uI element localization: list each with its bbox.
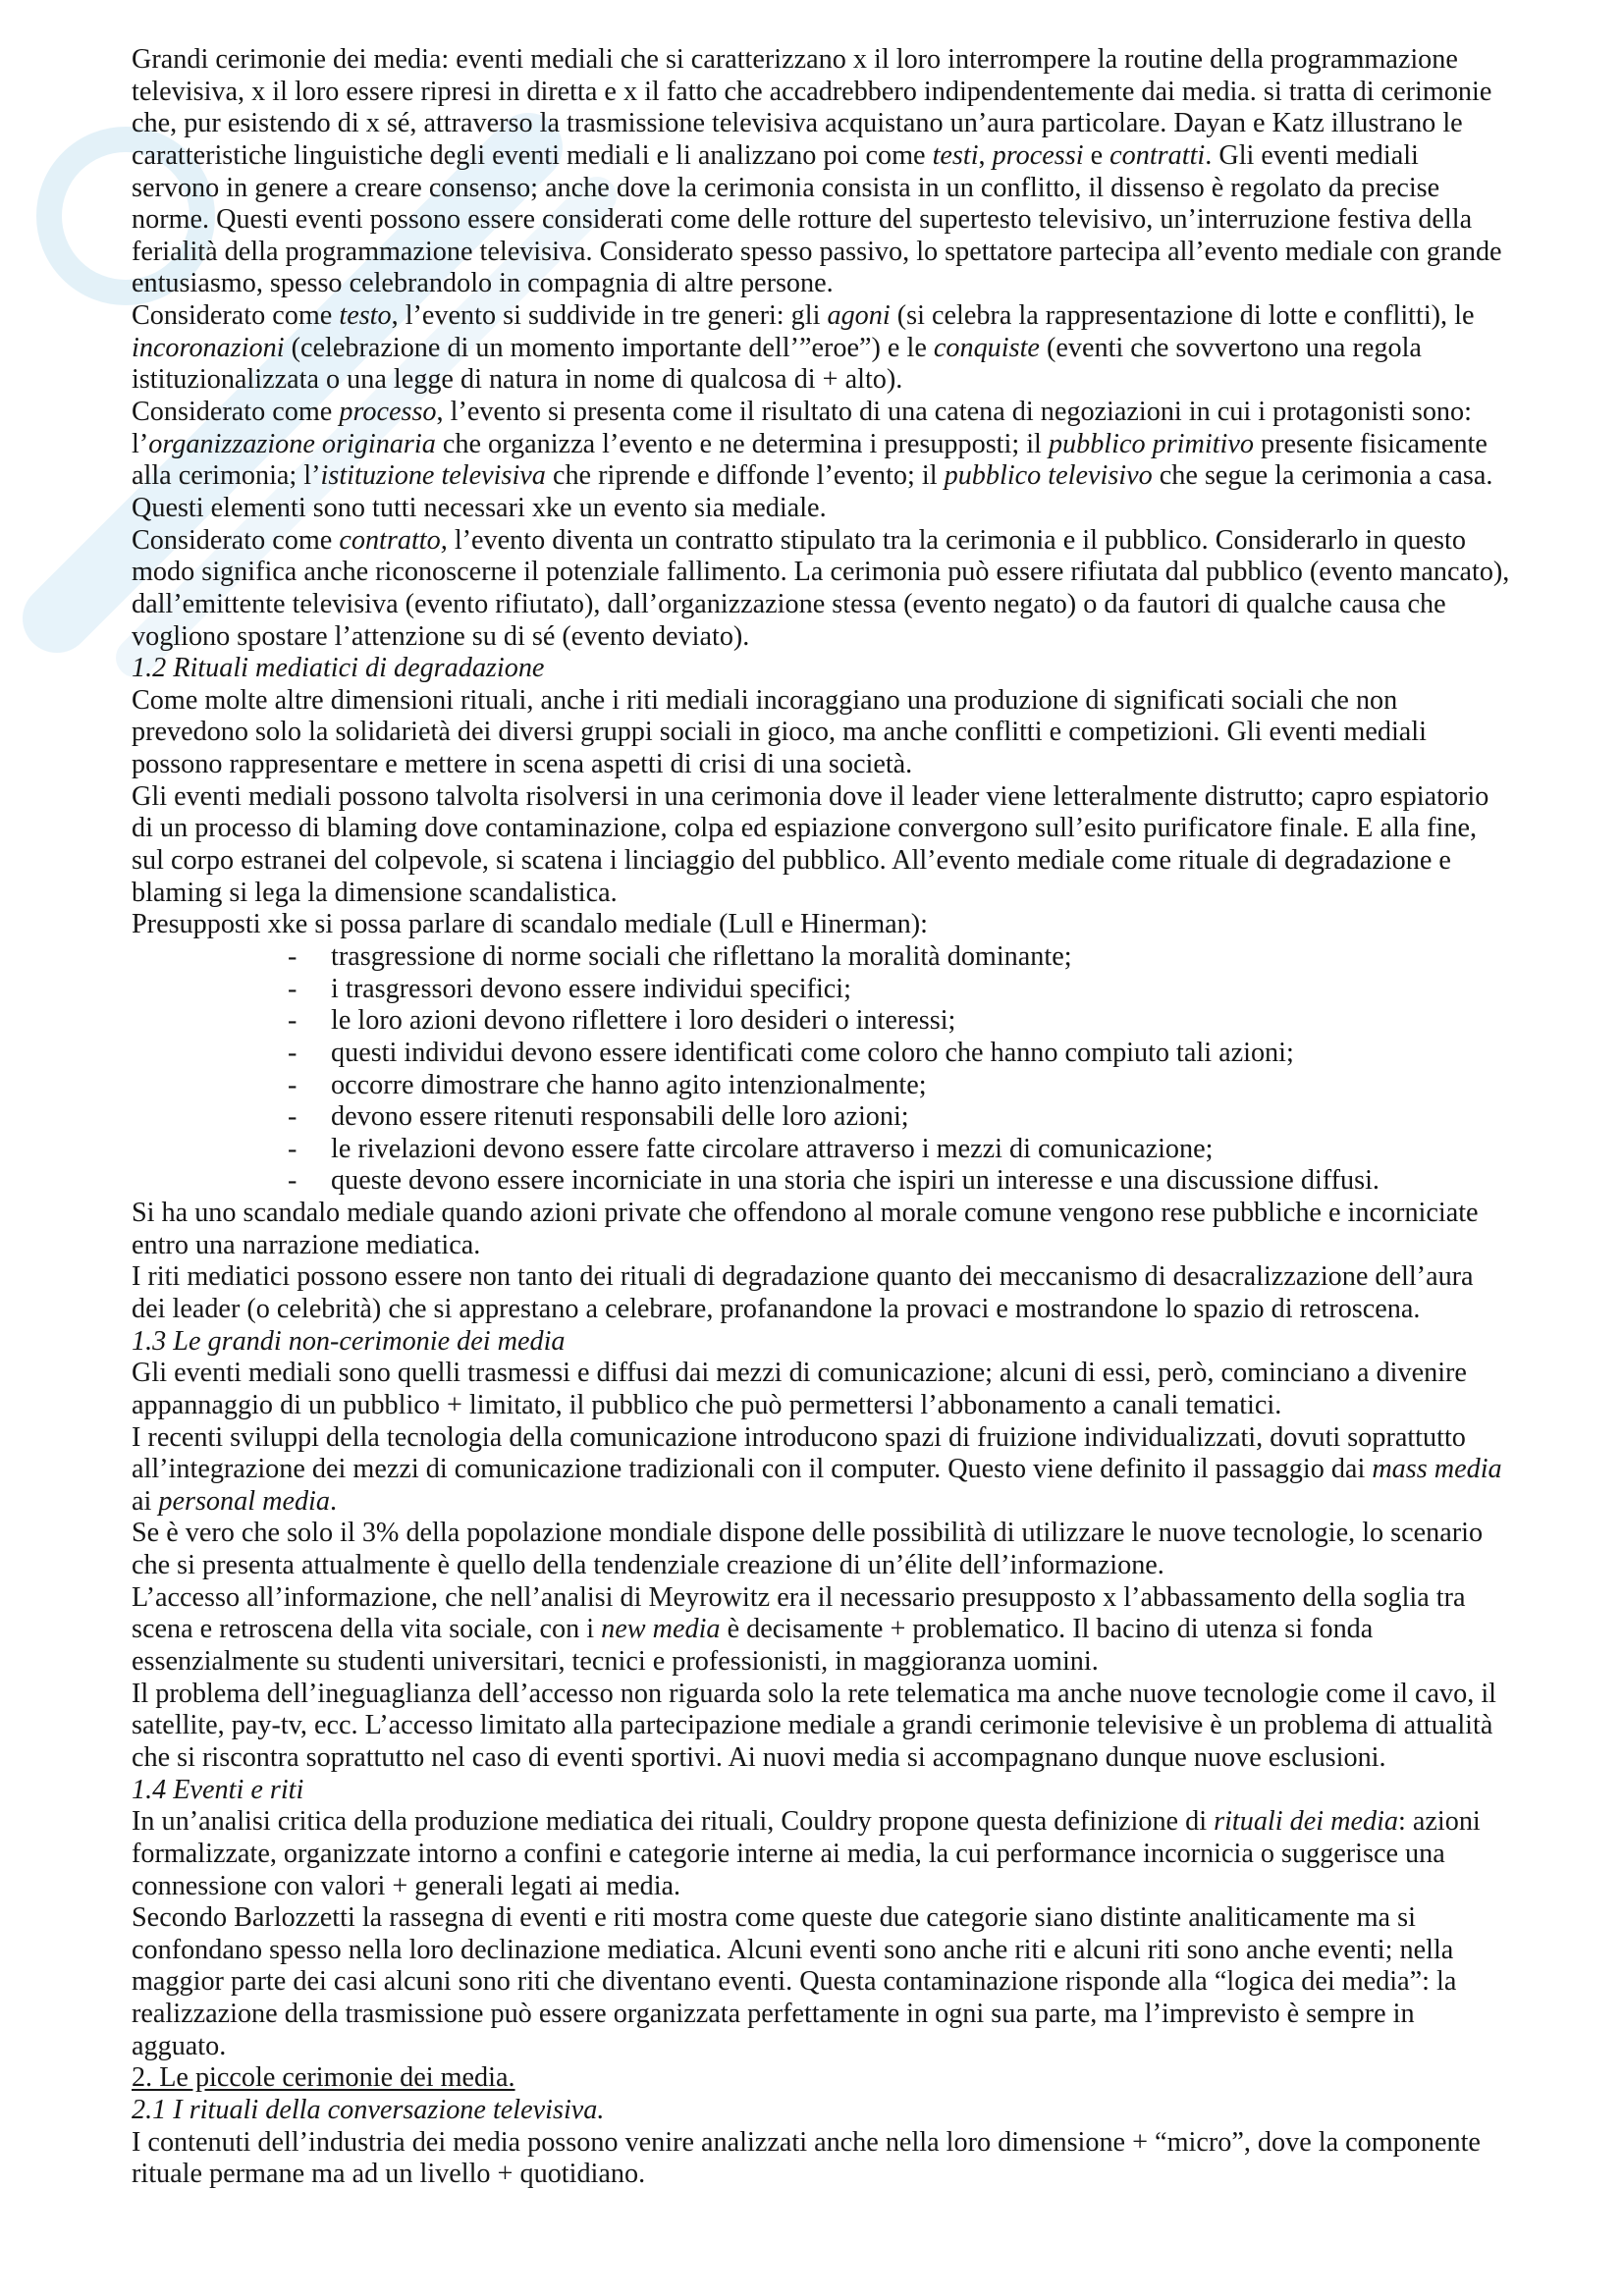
text-line — [132, 2031, 1585, 2063]
text-line — [132, 364, 1585, 397]
text-line — [132, 557, 1585, 589]
text-run: (celebrazione di un momento importante dell’”eroe”) e le — [284, 332, 934, 363]
paragraph — [132, 397, 1585, 525]
list-dash: - — [288, 973, 298, 1004]
text-line — [132, 1902, 1585, 1935]
emphasized-term: processo — [339, 397, 437, 428]
text-run: ferialità della programmazione televisiva. Considerato spesso passivo, lo spettatore partecipa all’evento mediale con grande — [132, 236, 1502, 267]
list-item-text: devono essere ritenuti responsabili delle loro azioni; — [331, 1101, 909, 1133]
text-run: alla cerimonia; l’ — [132, 460, 321, 492]
text-run: (eventi che sovvertono una regola — [1039, 332, 1422, 363]
subsection-heading — [132, 1775, 1585, 1807]
text-run: Come molte altre dimensioni rituali, anche i riti mediali incoraggiano una produzione di significati sociali che non — [132, 684, 1398, 716]
text-line — [132, 1582, 1585, 1615]
text-line — [132, 1646, 1585, 1679]
emphasized-term: pubblico televisivo — [944, 460, 1153, 492]
text-run: confondano spesso nella loro declinazione mediatica. Alcuni eventi sono anche riti e alcuni riti sono anche eventi; nella — [132, 1934, 1454, 1965]
emphasized-term: processi — [992, 139, 1084, 171]
text-line — [132, 589, 1585, 621]
list-item — [132, 1101, 1585, 1134]
text-line — [132, 1294, 1585, 1326]
text-line — [132, 1742, 1585, 1775]
text-run: Secondo Barlozzetti la rassegna di eventi e riti mostra come queste due categorie siano distinte analiticamente ma si — [132, 1902, 1416, 1934]
text-run: Considerato come — [132, 397, 340, 428]
text-run: che si presenta attualmente è quello della tendenziale creazione di un’élite dell’informazione. — [132, 1550, 1164, 1581]
text-line — [132, 108, 1585, 140]
text-line — [132, 1935, 1585, 1967]
document-body — [132, 44, 1585, 2191]
text-run: I riti mediatici possono essere non tanto dei rituali di degradazione quanto dei meccanismo di desacralizzazione dell’aura — [132, 1261, 1474, 1293]
paragraph — [132, 1902, 1585, 2062]
text-line — [132, 1486, 1585, 1519]
paragraph — [132, 1518, 1585, 1581]
text-line — [132, 460, 1585, 493]
text-run: prevedono solo la solidarietà dei diversi gruppi sociali in gioco, ma anche conflitti e competizioni. Gli eventi mediali — [132, 717, 1427, 748]
text-run: caratteristiche linguistiche degli eventi mediali e li analizzano poi come — [132, 139, 933, 171]
emphasized-term: mass media — [1372, 1454, 1502, 1485]
list-item — [132, 1070, 1585, 1102]
text-line — [132, 845, 1585, 878]
text-line — [132, 1390, 1585, 1422]
text-run: presente fisicamente — [1253, 428, 1488, 459]
subsection-heading — [132, 1326, 1585, 1359]
emphasized-term: new media — [601, 1614, 721, 1645]
text-run: rituale permane ma ad un livello + quotidiano. — [132, 2159, 646, 2190]
text-line — [132, 204, 1585, 237]
text-run: essenzialmente su studenti universitari, tecnici e professionisti, in maggioranza uomini. — [132, 1646, 1099, 1678]
text-line — [132, 1999, 1585, 2031]
text-line — [132, 1710, 1585, 1742]
text-run: Considerato come — [132, 300, 340, 332]
text-line — [132, 1679, 1585, 1711]
text-run: scena e retroscena della vita sociale, con i — [132, 1614, 602, 1645]
text-run: è decisamente + problematico. Il bacino di utenza si fonda — [720, 1614, 1374, 1645]
emphasized-term: incoronazioni — [132, 332, 285, 363]
paragraph — [132, 909, 1585, 941]
text-line — [132, 685, 1585, 718]
text-run: che, pur esistendo di x sé, attraverso la trasmissione televisiva acquistano un’aura particolare. Dayan e Katz illustrano le — [132, 108, 1463, 139]
text-run: entro una narrazione mediatica. — [132, 1229, 481, 1260]
text-run: L’accesso all’informazione, che nell’analisi di Meyrowitz era il necessario presupposto x l’abbassamento della soglia tra — [132, 1581, 1466, 1613]
text-run: l’evento diventa un contratto stipulato tra la cerimonia e il pubblico. Considerarlo in questo — [447, 524, 1466, 556]
text-line — [132, 717, 1585, 749]
text-run: , — [978, 139, 993, 171]
text-line — [132, 525, 1585, 558]
text-line — [132, 44, 1585, 77]
list-item — [132, 1165, 1585, 1198]
text-line — [132, 1454, 1585, 1486]
paragraph — [132, 781, 1585, 910]
text-run: Se è vero che solo il 3% della popolazione mondiale dispone delle possibilità di utilizzare le nuove tecnologie, lo scenario — [132, 1518, 1484, 1549]
text-run: dei leader (o celebrità) che si apprestano a celebrare, profanandone la provaci e mostrandone lo spazio di retroscena. — [132, 1293, 1421, 1324]
text-run: Si ha uno scandalo mediale quando azioni private che offendono al morale comune vengono rese pubbliche e incorniciate — [132, 1198, 1479, 1229]
emphasized-term: testi — [932, 139, 979, 171]
text-run: satellite, pay-tv, ecc. L’accesso limitato alla partecipazione mediale a grandi cerimonie televisive è un problema di attualità — [132, 1710, 1493, 1741]
text-line — [132, 333, 1585, 365]
text-run: entusiasmo, spesso celebrandolo in compagnia di altre persone. — [132, 268, 834, 299]
text-line — [132, 397, 1585, 429]
text-run: possono rappresentare e mettere in scena aspetti di crisi di una società. — [132, 749, 913, 780]
paragraph — [132, 685, 1585, 781]
text-run: istituzionalizzata o una legge di natura in nome di qualcosa di + alto). — [132, 364, 903, 396]
text-run: che segue la cerimonia a casa. — [1152, 460, 1493, 492]
text-line — [132, 300, 1585, 333]
paragraph — [132, 44, 1585, 300]
section-heading-text: 2. Le piccole cerimonie dei media. — [132, 2062, 515, 2094]
text-run: che organizza l’evento e ne determina i presupposti; il — [435, 428, 1049, 459]
text-run: televisiva, x il loro essere ripresi in diretta e x il fatto che accadrebbero indipendentemente dai media. si tratta di cerimonie — [132, 76, 1492, 107]
text-run: I contenuti dell’industria dei media possono venire analizzati anche nella loro dimensione + “micro”, dove la componente — [132, 2126, 1481, 2158]
list-item-text: i trasgressori devono essere individui specifici; — [331, 973, 851, 1004]
subsection-heading-text: 2.1 I rituali della conversazione televisiva. — [132, 2095, 605, 2125]
text-run: che riprende e diffonde l’evento; il — [545, 460, 945, 492]
list-item-text: le loro azioni devono riflettere i loro desideri o interessi; — [331, 1005, 956, 1037]
list-item — [132, 1038, 1585, 1070]
text-run: . — [329, 1485, 338, 1517]
list-dash: - — [288, 940, 298, 972]
emphasized-term: agoni — [827, 300, 891, 332]
text-run: In un’analisi critica della produzione mediatica dei rituali, Couldry propone questa definizione di — [132, 1806, 1215, 1838]
text-run: Gli eventi mediali sono quelli trasmessi e diffusi dai mezzi di comunicazione; alcuni di essi, però, cominciano a divenire — [132, 1358, 1467, 1389]
text-line — [132, 1230, 1585, 1262]
text-run: Gli eventi mediali possono talvolta risolversi in una cerimonia dove il leader viene letteralmente distrutto; capro espiatorio — [132, 780, 1489, 812]
text-line — [132, 237, 1585, 269]
text-run: connessione con valori + generali legati ai media. — [132, 1870, 681, 1901]
text-run: appannaggio di un pubblico + limitato, il pubblico che può permettersi l’abbonamento a canali tematici. — [132, 1389, 1282, 1420]
emphasized-term: pubblico primitivo — [1048, 428, 1254, 459]
text-run: servono in genere a creare consenso; anche dove la cerimonia consista in un conflitto, il dissenso è regolato da precise — [132, 172, 1440, 203]
list-item — [132, 1005, 1585, 1038]
text-run: dall’emittente televisiva (evento rifiutato), dall’organizzazione stessa (evento negato) o da fautori di qualche causa che — [132, 588, 1446, 619]
text-line — [132, 1261, 1585, 1294]
paragraph — [132, 1679, 1585, 1775]
text-line — [132, 1966, 1585, 1999]
text-run: blaming si lega la dimensione scandalistica. — [132, 877, 618, 908]
text-run: che si riscontra soprattutto nel caso di eventi sportivi. Ai nuovi media si accompagnano dunque nuove esclusioni. — [132, 1741, 1386, 1773]
list-item-text: trasgressione di norme sociali che riflettano la moralità dominante; — [331, 940, 1072, 972]
text-run: maggior parte dei casi alcuni sono riti che diventano eventi. Questa contaminazione risponde alla “logica dei media”: la — [132, 1966, 1457, 1998]
text-run: ai — [132, 1485, 159, 1517]
text-run: vogliono spostare l’attenzione su di sé (evento deviato). — [132, 620, 750, 652]
text-line — [132, 1550, 1585, 1582]
text-run: I recenti sviluppi della tecnologia della comunicazione introducono spazi di fruizione individualizzati, dovuti soprattutto — [132, 1421, 1466, 1453]
emphasized-term: conquiste — [933, 332, 1040, 363]
text-line — [132, 781, 1585, 814]
text-line — [132, 621, 1585, 654]
text-line — [132, 909, 1585, 941]
text-run: e — [1083, 139, 1110, 171]
text-run: sul corpo estranei del colpevole, si scatena i linciaggio del pubblico. All’evento mediale come rituale di degradazione e — [132, 845, 1451, 877]
list-item — [132, 1134, 1585, 1166]
list-dash: - — [288, 1037, 298, 1068]
text-line — [132, 1358, 1585, 1390]
text-run: Grandi cerimonie dei media: eventi mediali che si caratterizzano x il loro interrompere la routine della programmazione — [132, 44, 1458, 75]
text-line — [132, 2159, 1585, 2191]
text-run: agguato. — [132, 2030, 227, 2061]
list-item-text: questi individui devono essere identificati come coloro che hanno compiuto tali azioni; — [331, 1037, 1294, 1068]
paragraph — [132, 2127, 1585, 2191]
text-run: l’ — [132, 428, 149, 459]
emphasized-term: personal media — [158, 1485, 330, 1517]
subsection-heading — [132, 653, 1585, 685]
paragraph — [132, 1582, 1585, 1679]
text-line — [132, 2127, 1585, 2160]
text-line — [132, 268, 1585, 300]
paragraph — [132, 1198, 1585, 1261]
text-run: Considerato come — [132, 524, 340, 556]
text-line — [132, 1422, 1585, 1455]
paragraph — [132, 1261, 1585, 1325]
list-dash: - — [288, 1133, 298, 1164]
text-run: norme. Questi eventi possono essere considerati come delle rotture del supertesto televisivo, un’interruzione festiva della — [132, 204, 1473, 236]
paragraph — [132, 1422, 1585, 1519]
emphasized-term: istituzione televisiva — [320, 460, 546, 492]
text-line — [132, 1518, 1585, 1550]
text-line — [132, 813, 1585, 845]
subsection-heading-text: 1.2 Rituali mediatici di degradazione — [132, 653, 545, 684]
text-line — [132, 1198, 1585, 1230]
text-run: modo significa anche riconoscerne il potenziale fallimento. La cerimonia può essere rifiutata dal pubblico (evento mancato), — [132, 557, 1510, 588]
text-run: : azioni — [1398, 1806, 1481, 1838]
section-heading — [132, 2062, 1585, 2095]
text-line — [132, 878, 1585, 910]
paragraph — [132, 300, 1585, 397]
text-line — [132, 1871, 1585, 1903]
list-dash: - — [288, 1101, 298, 1133]
emphasized-term: contratti — [1109, 139, 1206, 171]
text-run: formalizzate, organizzate intorno a confini e categorie interne ai media, la cui performance incornicia o suggerisce una — [132, 1838, 1445, 1869]
list-dash: - — [288, 1005, 298, 1037]
emphasized-term: contratto, — [339, 524, 448, 556]
emphasized-term: testo — [339, 300, 392, 332]
paragraph — [132, 525, 1585, 654]
bullet-list — [132, 941, 1585, 1198]
list-item-text: queste devono essere incorniciate in una storia che ispiri un interesse e una discussione diffusi. — [331, 1165, 1380, 1197]
text-line — [132, 429, 1585, 461]
text-run: , l’evento si presenta come il risultato di una catena di negoziazioni in cui i protagonisti sono: — [436, 397, 1472, 428]
text-run: Questi elementi sono tutti necessari xke un evento sia mediale. — [132, 492, 827, 523]
text-run: realizzazione della trasmissione può essere organizzata perfettamente in ogni sua parte, ma l’imprevisto è sempre in — [132, 1999, 1415, 2030]
text-run: di un processo di blaming dove contaminazione, colpa ed espiazione convergono sull’esito purificatore finale. E alla fine, — [132, 813, 1478, 844]
text-run: Presupposti xke si possa parlare di scandalo mediale (Lull e Hinerman): — [132, 909, 928, 940]
list-item — [132, 974, 1585, 1006]
list-item-text: le rivelazioni devono essere fatte circolare attraverso i mezzi di comunicazione; — [331, 1133, 1214, 1164]
list-item — [132, 941, 1585, 974]
subsection-heading — [132, 2095, 1585, 2127]
paragraph — [132, 1806, 1585, 1902]
text-run: all’integrazione dei mezzi di comunicazione tradizionali con il computer. Questo viene definito il passaggio dai — [132, 1454, 1373, 1485]
paragraph — [132, 1358, 1585, 1421]
list-item-text: occorre dimostrare che hanno agito intenzionalmente; — [331, 1069, 927, 1100]
text-line — [132, 749, 1585, 781]
text-run: . Gli eventi mediali — [1205, 139, 1419, 171]
text-run: Il problema dell’ineguaglianza dell’accesso non riguarda solo la rete telematica ma anche nuove tecnologie come il cavo, il — [132, 1678, 1496, 1709]
text-run: , l’evento si suddivide in tre generi: gli — [391, 300, 828, 332]
subsection-heading-text: 1.3 Le grandi non-cerimonie dei media — [132, 1325, 566, 1357]
text-line — [132, 1839, 1585, 1871]
text-line — [132, 1806, 1585, 1839]
text-line — [132, 493, 1585, 525]
emphasized-term: rituali dei media — [1214, 1806, 1398, 1838]
emphasized-term: organizzazione originaria — [148, 428, 436, 459]
text-line — [132, 140, 1585, 173]
text-line — [132, 77, 1585, 109]
list-dash: - — [288, 1069, 298, 1100]
list-dash: - — [288, 1165, 298, 1197]
subsection-heading-text: 1.4 Eventi e riti — [132, 1774, 304, 1805]
text-line — [132, 1614, 1585, 1646]
text-run: (si celebra la rappresentazione di lotte e conflitti), le — [890, 300, 1475, 332]
text-line — [132, 173, 1585, 205]
